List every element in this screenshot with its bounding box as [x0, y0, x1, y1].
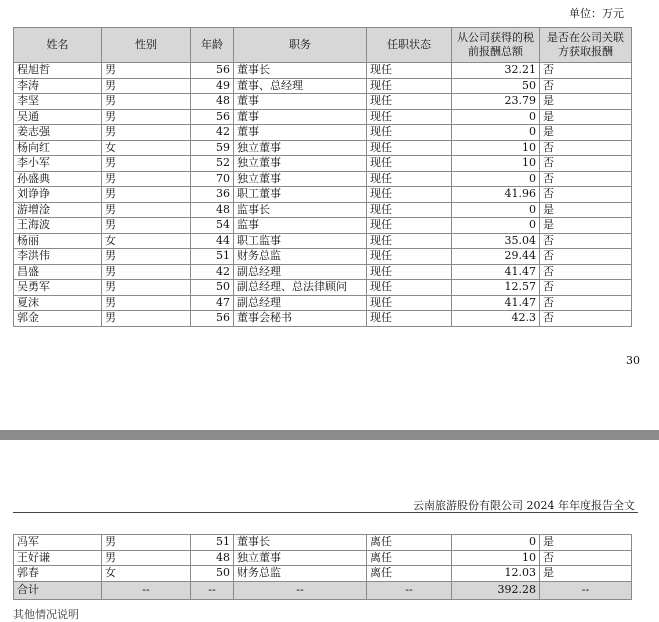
col-related-header: 是否在公司关联方获取报酬 — [540, 28, 632, 63]
cell-position: 董事长 — [234, 63, 367, 79]
cell-gender: 男 — [102, 78, 191, 94]
cell-related: 是 — [540, 94, 632, 110]
cell-pay: 41.96 — [452, 187, 540, 203]
cell-pay: 0 — [452, 202, 540, 218]
table-row — [14, 78, 632, 94]
col-name-header: 姓名 — [14, 28, 102, 63]
cell-gender: 男 — [102, 94, 191, 110]
compensation-table — [13, 27, 632, 327]
cell-gender: 男 — [102, 264, 191, 280]
cell-gender: 男 — [102, 125, 191, 141]
total-related: -- — [540, 581, 632, 599]
cell-pay: 12.03 — [452, 566, 540, 582]
cell-related: 否 — [540, 550, 632, 566]
cell-status: 离任 — [367, 566, 452, 582]
table-row — [14, 233, 632, 249]
table-row — [14, 535, 632, 551]
cell-pay: 42.3 — [452, 311, 540, 327]
table-row — [14, 280, 632, 296]
cell-age: 70 — [191, 171, 234, 187]
table-row — [14, 109, 632, 125]
cell-name: 李涛 — [14, 78, 102, 94]
total-label: 合计 — [14, 581, 102, 599]
cell-pay: 10 — [452, 550, 540, 566]
page-number: 30 — [626, 354, 640, 367]
table-row — [14, 202, 632, 218]
table-row — [14, 218, 632, 234]
cell-pay: 10 — [452, 156, 540, 172]
cell-pay: 29.44 — [452, 249, 540, 265]
cell-gender: 男 — [102, 171, 191, 187]
cell-pay: 0 — [452, 171, 540, 187]
cell-related: 否 — [540, 233, 632, 249]
cell-age: 48 — [191, 202, 234, 218]
cell-status: 离任 — [367, 550, 452, 566]
cell-age: 54 — [191, 218, 234, 234]
cell-age: 52 — [191, 156, 234, 172]
cell-gender: 男 — [102, 550, 191, 566]
cell-status: 现任 — [367, 311, 452, 327]
cell-position: 独立董事 — [234, 156, 367, 172]
total-row — [14, 581, 632, 599]
cell-position: 董事 — [234, 109, 367, 125]
cell-status: 现任 — [367, 109, 452, 125]
compensation-table-continued — [13, 534, 632, 600]
cell-name: 杨丽 — [14, 233, 102, 249]
cell-gender: 女 — [102, 566, 191, 582]
cell-age: 42 — [191, 125, 234, 141]
cell-name: 游增淦 — [14, 202, 102, 218]
cell-age: 48 — [191, 550, 234, 566]
table-row — [14, 295, 632, 311]
cell-name: 吴通 — [14, 109, 102, 125]
cell-status: 现任 — [367, 218, 452, 234]
cell-related: 否 — [540, 78, 632, 94]
cell-position: 独立董事 — [234, 140, 367, 156]
table-row — [14, 125, 632, 141]
total-pay: 392.28 — [452, 581, 540, 599]
cell-status: 现任 — [367, 94, 452, 110]
cell-gender: 女 — [102, 233, 191, 249]
cell-name: 郭金 — [14, 311, 102, 327]
cell-position: 副总经理、总法律顾问 — [234, 280, 367, 296]
section-note-heading: 其他情况说明 — [13, 608, 79, 621]
cell-status: 现任 — [367, 249, 452, 265]
cell-gender: 男 — [102, 109, 191, 125]
table-row — [14, 249, 632, 265]
cell-position: 副总经理 — [234, 295, 367, 311]
table-header-row — [14, 28, 632, 63]
cell-gender: 男 — [102, 63, 191, 79]
cell-related: 是 — [540, 566, 632, 582]
table-row — [14, 550, 632, 566]
cell-name: 王海波 — [14, 218, 102, 234]
cell-age: 36 — [191, 187, 234, 203]
cell-name: 夏沫 — [14, 295, 102, 311]
cell-status: 现任 — [367, 78, 452, 94]
table-row — [14, 156, 632, 172]
cell-gender: 男 — [102, 280, 191, 296]
cell-gender: 女 — [102, 140, 191, 156]
table-row — [14, 94, 632, 110]
cell-name: 昌盛 — [14, 264, 102, 280]
cell-related: 否 — [540, 264, 632, 280]
cell-status: 现任 — [367, 280, 452, 296]
col-age-header: 年龄 — [191, 28, 234, 63]
cell-name: 刘诤诤 — [14, 187, 102, 203]
cell-related: 否 — [540, 249, 632, 265]
table-row — [14, 140, 632, 156]
cell-gender: 男 — [102, 156, 191, 172]
cell-position: 董事长 — [234, 535, 367, 551]
table-row — [14, 187, 632, 203]
cell-related: 否 — [540, 140, 632, 156]
col-gender-header: 性别 — [102, 28, 191, 63]
cell-related: 是 — [540, 218, 632, 234]
cell-status: 现任 — [367, 156, 452, 172]
cell-related: 否 — [540, 171, 632, 187]
cell-pay: 23.79 — [452, 94, 540, 110]
unit-label: 单位：万元 — [569, 7, 624, 20]
table-row — [14, 63, 632, 79]
cell-status: 现任 — [367, 295, 452, 311]
cell-gender: 男 — [102, 249, 191, 265]
cell-age: 56 — [191, 109, 234, 125]
cell-age: 48 — [191, 94, 234, 110]
cell-gender: 男 — [102, 311, 191, 327]
cell-related: 是 — [540, 535, 632, 551]
cell-status: 现任 — [367, 187, 452, 203]
cell-status: 离任 — [367, 535, 452, 551]
cell-status: 现任 — [367, 171, 452, 187]
cell-related: 否 — [540, 156, 632, 172]
cell-status: 现任 — [367, 233, 452, 249]
cell-status: 现任 — [367, 63, 452, 79]
cell-pay: 12.57 — [452, 280, 540, 296]
cell-name: 冯军 — [14, 535, 102, 551]
cell-pay: 41.47 — [452, 264, 540, 280]
cell-name: 李坚 — [14, 94, 102, 110]
cell-name: 程旭哲 — [14, 63, 102, 79]
cell-position: 职工监事 — [234, 233, 367, 249]
cell-position: 职工董事 — [234, 187, 367, 203]
col-pay-header: 从公司获得的税前报酬总额 — [452, 28, 540, 63]
cell-age: 56 — [191, 311, 234, 327]
cell-gender: 男 — [102, 187, 191, 203]
cell-status: 现任 — [367, 202, 452, 218]
cell-position: 独立董事 — [234, 171, 367, 187]
page-break-divider — [0, 430, 659, 440]
col-status-header: 任职状态 — [367, 28, 452, 63]
cell-age: 50 — [191, 280, 234, 296]
cell-age: 47 — [191, 295, 234, 311]
table-row — [14, 566, 632, 582]
cell-pay: 35.04 — [452, 233, 540, 249]
cell-pay: 0 — [452, 109, 540, 125]
cell-age: 44 — [191, 233, 234, 249]
table-row — [14, 171, 632, 187]
cell-age: 50 — [191, 566, 234, 582]
cell-name: 李小军 — [14, 156, 102, 172]
cell-related: 是 — [540, 109, 632, 125]
cell-pay: 10 — [452, 140, 540, 156]
cell-status: 现任 — [367, 125, 452, 141]
cell-status: 现任 — [367, 264, 452, 280]
cell-pay: 50 — [452, 78, 540, 94]
cell-gender: 男 — [102, 535, 191, 551]
total-status: -- — [367, 581, 452, 599]
cell-name: 姜志强 — [14, 125, 102, 141]
cell-name: 王好谦 — [14, 550, 102, 566]
cell-age: 51 — [191, 535, 234, 551]
cell-age: 49 — [191, 78, 234, 94]
cell-position: 财务总监 — [234, 249, 367, 265]
cell-name: 杨向红 — [14, 140, 102, 156]
cell-age: 59 — [191, 140, 234, 156]
running-header: 云南旅游股份有限公司 2024 年年度报告全文 — [413, 499, 635, 512]
cell-name: 吴勇军 — [14, 280, 102, 296]
cell-related: 否 — [540, 295, 632, 311]
cell-pay: 0 — [452, 218, 540, 234]
cell-name: 李洪伟 — [14, 249, 102, 265]
cell-age: 56 — [191, 63, 234, 79]
cell-gender: 男 — [102, 202, 191, 218]
cell-position: 副总经理 — [234, 264, 367, 280]
total-age: -- — [191, 581, 234, 599]
cell-position: 董事 — [234, 125, 367, 141]
cell-age: 51 — [191, 249, 234, 265]
cell-related: 否 — [540, 187, 632, 203]
cell-position: 监事长 — [234, 202, 367, 218]
col-position-header: 职务 — [234, 28, 367, 63]
cell-pay: 0 — [452, 535, 540, 551]
total-gender: -- — [102, 581, 191, 599]
cell-related: 否 — [540, 63, 632, 79]
cell-related: 是 — [540, 202, 632, 218]
cell-related: 否 — [540, 311, 632, 327]
cell-status: 现任 — [367, 140, 452, 156]
table-row — [14, 311, 632, 327]
cell-position: 监事 — [234, 218, 367, 234]
table-row — [14, 264, 632, 280]
cell-position: 财务总监 — [234, 566, 367, 582]
cell-name: 郭春 — [14, 566, 102, 582]
cell-name: 孙盛典 — [14, 171, 102, 187]
cell-position: 董事 — [234, 94, 367, 110]
total-position: -- — [234, 581, 367, 599]
cell-gender: 男 — [102, 295, 191, 311]
cell-pay: 32.21 — [452, 63, 540, 79]
cell-position: 董事、总经理 — [234, 78, 367, 94]
cell-pay: 41.47 — [452, 295, 540, 311]
cell-related: 是 — [540, 125, 632, 141]
cell-position: 董事会秘书 — [234, 311, 367, 327]
header-rule — [13, 512, 638, 513]
cell-pay: 0 — [452, 125, 540, 141]
cell-age: 42 — [191, 264, 234, 280]
cell-position: 独立董事 — [234, 550, 367, 566]
cell-gender: 男 — [102, 218, 191, 234]
cell-related: 否 — [540, 280, 632, 296]
